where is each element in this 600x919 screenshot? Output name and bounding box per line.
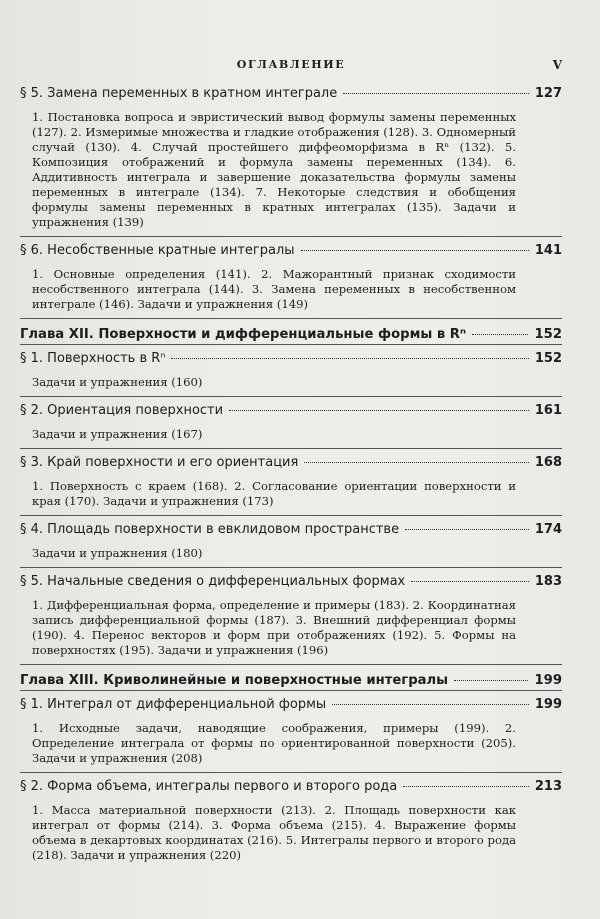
toc-entry-row xyxy=(20,327,562,342)
chapter-title: Глава XIII. Криволинейные и поверхностные интегралы xyxy=(20,673,449,688)
page-number: 199 xyxy=(534,697,562,712)
page-number: 127 xyxy=(534,86,562,101)
subsection-list: 1. Поверхность с краем (168). 2. Согласование ориентации поверхности и края (170). Задачи и упражнения (173) xyxy=(32,479,516,508)
subsection-list: 1. Исходные задачи, наводящие соображения, примеры (199). 2. Определение интеграла от формы по ориентированной поверхности (205). Задачи и упражнения (208) xyxy=(32,721,516,765)
toc-entry-row xyxy=(20,403,562,418)
section-title: § 2. Форма объема, интегралы первого и второго рода xyxy=(20,779,398,794)
running-head-page-number: V xyxy=(552,58,562,72)
toc-chapter-entry xyxy=(20,319,562,344)
subsection-list: 1. Дифференциальная форма, определение и примеры (183). 2. Координатная запись дифференциальной формы (187). 3. Внешний дифференциал формы (190). 4. Перенос векторов и форм при отображениях (192). 5. Формы на поверхностях (195). Задачи и упражнения (196) xyxy=(32,598,516,657)
page-number: 168 xyxy=(534,455,562,470)
section-title: § 3. Край поверхности и его ориентация xyxy=(20,455,299,470)
page-number: 183 xyxy=(534,574,562,589)
page-number: 213 xyxy=(534,779,562,794)
dot-leader xyxy=(411,581,529,582)
section-title: § 5. Замена переменных в кратном интеграле xyxy=(20,86,338,101)
toc-chapter-entry xyxy=(20,665,562,690)
toc-section-entry xyxy=(20,568,562,664)
toc-entry-row xyxy=(20,574,562,589)
dot-leader xyxy=(403,786,529,787)
subsection-list: Задачи и упражнения (167) xyxy=(32,427,203,441)
dot-leader xyxy=(405,529,529,530)
subsection-list: 1. Масса материальной поверхности (213). 2. Площадь поверхности как интеграл от формы (214). 3. Форма объема (215). 4. Выражение формы объема в декартовых координатах (216). 5. Интегралы первого и второго рода (218). Задачи и упражнения (220) xyxy=(32,803,516,862)
toc-section-entry xyxy=(20,773,562,869)
dot-leader xyxy=(171,358,528,359)
toc-section-entry xyxy=(20,80,562,236)
table-of-contents xyxy=(20,80,562,869)
subsection-list: 1. Основные определения (141). 2. Мажорантный признак сходимости несобственного интеграла (144). 3. Замена переменных в несобственном интеграле (146). Задачи и упражнения (149) xyxy=(32,267,516,311)
toc-entry-row xyxy=(20,779,562,794)
toc-section-entry xyxy=(20,691,562,772)
page-number: 152 xyxy=(534,327,562,342)
toc-section-entry xyxy=(20,449,562,515)
page-number: 161 xyxy=(534,403,562,418)
section-title: § 2. Ориентация поверхности xyxy=(20,403,224,418)
toc-section-entry xyxy=(20,516,562,567)
toc-section-entry xyxy=(20,237,562,318)
subsection-list: Задачи и упражнения (180) xyxy=(32,546,203,560)
section-title: § 1. Поверхность в Rⁿ xyxy=(20,351,166,366)
section-title: § 4. Площадь поверхности в евклидовом пространстве xyxy=(20,522,400,537)
running-head-title: ОГЛАВЛЕНИЕ xyxy=(236,58,346,71)
section-title: § 5. Начальные сведения о дифференциальных формах xyxy=(20,574,406,589)
page-number: 174 xyxy=(534,522,562,537)
dot-leader xyxy=(229,410,529,411)
running-head xyxy=(20,58,562,80)
page-number: 141 xyxy=(534,243,562,258)
toc-entry-row xyxy=(20,351,562,366)
toc-section-entry xyxy=(20,345,562,396)
chapter-title: Глава XII. Поверхности и дифференциальные формы в Rⁿ xyxy=(20,327,466,342)
toc-entry-row xyxy=(20,243,562,258)
toc-entry-row xyxy=(20,86,562,101)
subsection-list: 1. Постановка вопроса и эвристический вывод формулы замены переменных (127). 2. Измеримые множества и гладкие отображения (128). 3. Одномерный случай (130). 4. Случай простейшего диффеоморфизма в Rⁿ (132). 5. Композиция отображений и формула замены переменных (134). 6. Аддитивность интеграла и завершение доказательства формулы замены переменных в интеграле (134). 7. Некоторые следствия и обобщения формулы замены переменных в кратных интегралах (135). Задачи и упражнения (139) xyxy=(32,110,516,229)
toc-entry-row xyxy=(20,455,562,470)
toc-entry-row xyxy=(20,673,562,688)
toc-section-entry xyxy=(20,397,562,448)
toc-entry-row xyxy=(20,697,562,712)
dot-leader xyxy=(454,680,528,681)
dot-leader xyxy=(301,250,529,251)
subsection-list: Задачи и упражнения (160) xyxy=(32,375,203,389)
toc-entry-row xyxy=(20,522,562,537)
dot-leader xyxy=(343,93,529,94)
page-number: 152 xyxy=(534,351,562,366)
page-number: 199 xyxy=(534,673,562,688)
dot-leader xyxy=(472,334,529,335)
dot-leader xyxy=(304,462,529,463)
section-title: § 1. Интеграл от дифференциальной формы xyxy=(20,697,327,712)
section-title: § 6. Несобственные кратные интегралы xyxy=(20,243,295,258)
dot-leader xyxy=(332,704,529,705)
